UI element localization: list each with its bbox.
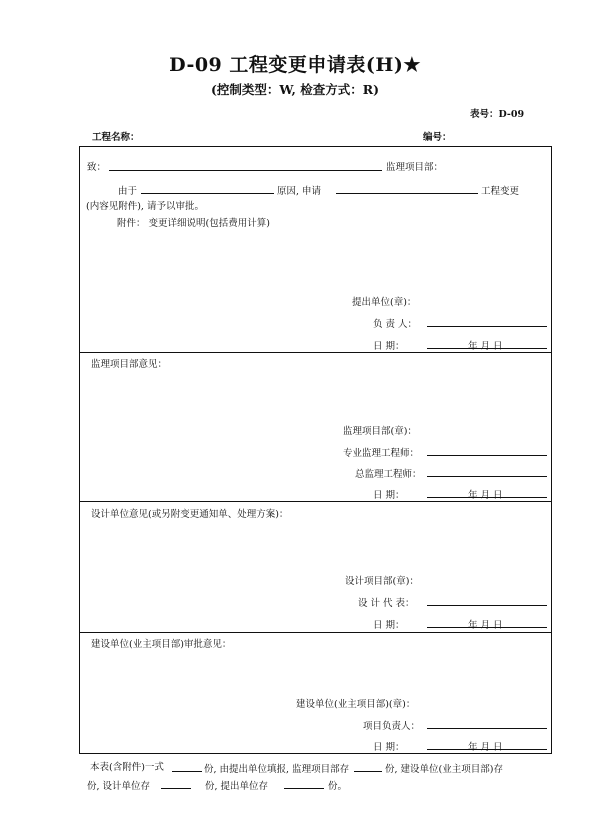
supervision-date-format: 年 月 日 [468, 490, 503, 501]
attachment-label: 附件： 变更详细说明(包括费用计算) [117, 218, 270, 229]
owner-date-field[interactable] [427, 749, 547, 750]
serial-number-label: 编号： [423, 132, 452, 143]
footer-text-6: 份。 [328, 781, 348, 792]
footer-copies-field-2[interactable] [354, 771, 382, 772]
reason-apply-label: 原因, 申请 [277, 186, 322, 197]
owner-opinion-label: 建设单位(业主项目部)审批意见： [91, 639, 232, 650]
section-divider [79, 352, 552, 353]
design-date-format: 年 月 日 [468, 620, 503, 631]
footer-text-2: 份, 由提出单位填报, 监理项目部存 [204, 764, 350, 775]
change-label: 工程变更 [481, 186, 520, 197]
supervision-seal-label: 监理项目部(章)： [343, 426, 417, 437]
section-divider [79, 501, 552, 502]
supervision-dept-label: 监理项目部： [386, 162, 444, 173]
supervision-date-label: 日 期： [373, 490, 405, 501]
form-number: 表号：D-09 [470, 109, 525, 120]
footer-text-5: 份, 提出单位存 [205, 781, 269, 792]
supervision-opinion-label: 监理项目部意见： [91, 359, 168, 370]
owner-seal-label: 建设单位(业主项目部)(章)： [296, 699, 416, 710]
design-rep-field[interactable] [427, 605, 547, 606]
applicant-date-format: 年 月 日 [468, 341, 503, 352]
chief-engineer-label: 总监理工程师： [355, 469, 422, 480]
supervision-date-field[interactable] [427, 497, 547, 498]
footer-copies-field-3[interactable] [161, 788, 191, 789]
applicant-person-field[interactable] [427, 326, 547, 327]
specialist-engineer-field[interactable] [427, 455, 547, 456]
change-item-field[interactable] [336, 193, 478, 194]
design-seal-label: 设计项目部(章)： [345, 576, 419, 587]
design-date-field[interactable] [427, 627, 547, 628]
due-to-label: 由于 [118, 186, 138, 197]
footer-text-1: 本表(含附件)一式 [90, 762, 164, 773]
footer-text-4: 份, 设计单位存 [87, 781, 151, 792]
applicant-seal-label: 提出单位(章)： [352, 297, 417, 308]
reason-field[interactable] [141, 193, 274, 194]
design-opinion-label: 设计单位意见(或另附变更通知单、处理方案)： [91, 509, 289, 520]
form-title: D-09 工程变更申请表(H)★ [169, 54, 421, 76]
form-table [79, 146, 552, 754]
design-date-label: 日 期： [373, 620, 405, 631]
footer-copies-field-4[interactable] [284, 788, 324, 789]
to-field[interactable] [109, 170, 382, 171]
owner-lead-label: 项目负责人： [363, 721, 421, 732]
owner-lead-field[interactable] [427, 728, 547, 729]
content-note: (内容见附件), 请予以审批。 [86, 201, 204, 212]
specialist-engineer-label: 专业监理工程师： [343, 448, 420, 459]
owner-date-label: 日 期： [373, 742, 405, 753]
footer-copies-field-1[interactable] [172, 771, 202, 772]
owner-date-format: 年 月 日 [468, 742, 503, 753]
to-label: 致： [87, 162, 107, 173]
footer-text-3: 份, 建设单位(业主项目部)存 [385, 764, 503, 775]
applicant-date-field[interactable] [427, 348, 547, 349]
section-divider [79, 632, 552, 633]
project-name-label: 工程名称： [92, 132, 140, 143]
chief-engineer-field[interactable] [427, 476, 547, 477]
applicant-date-label: 日 期： [373, 341, 405, 352]
design-rep-label: 设 计 代 表： [358, 598, 415, 609]
form-subtitle: (控制类型：W, 检查方式：R) [210, 82, 379, 97]
applicant-person-label: 负 责 人： [373, 319, 418, 330]
